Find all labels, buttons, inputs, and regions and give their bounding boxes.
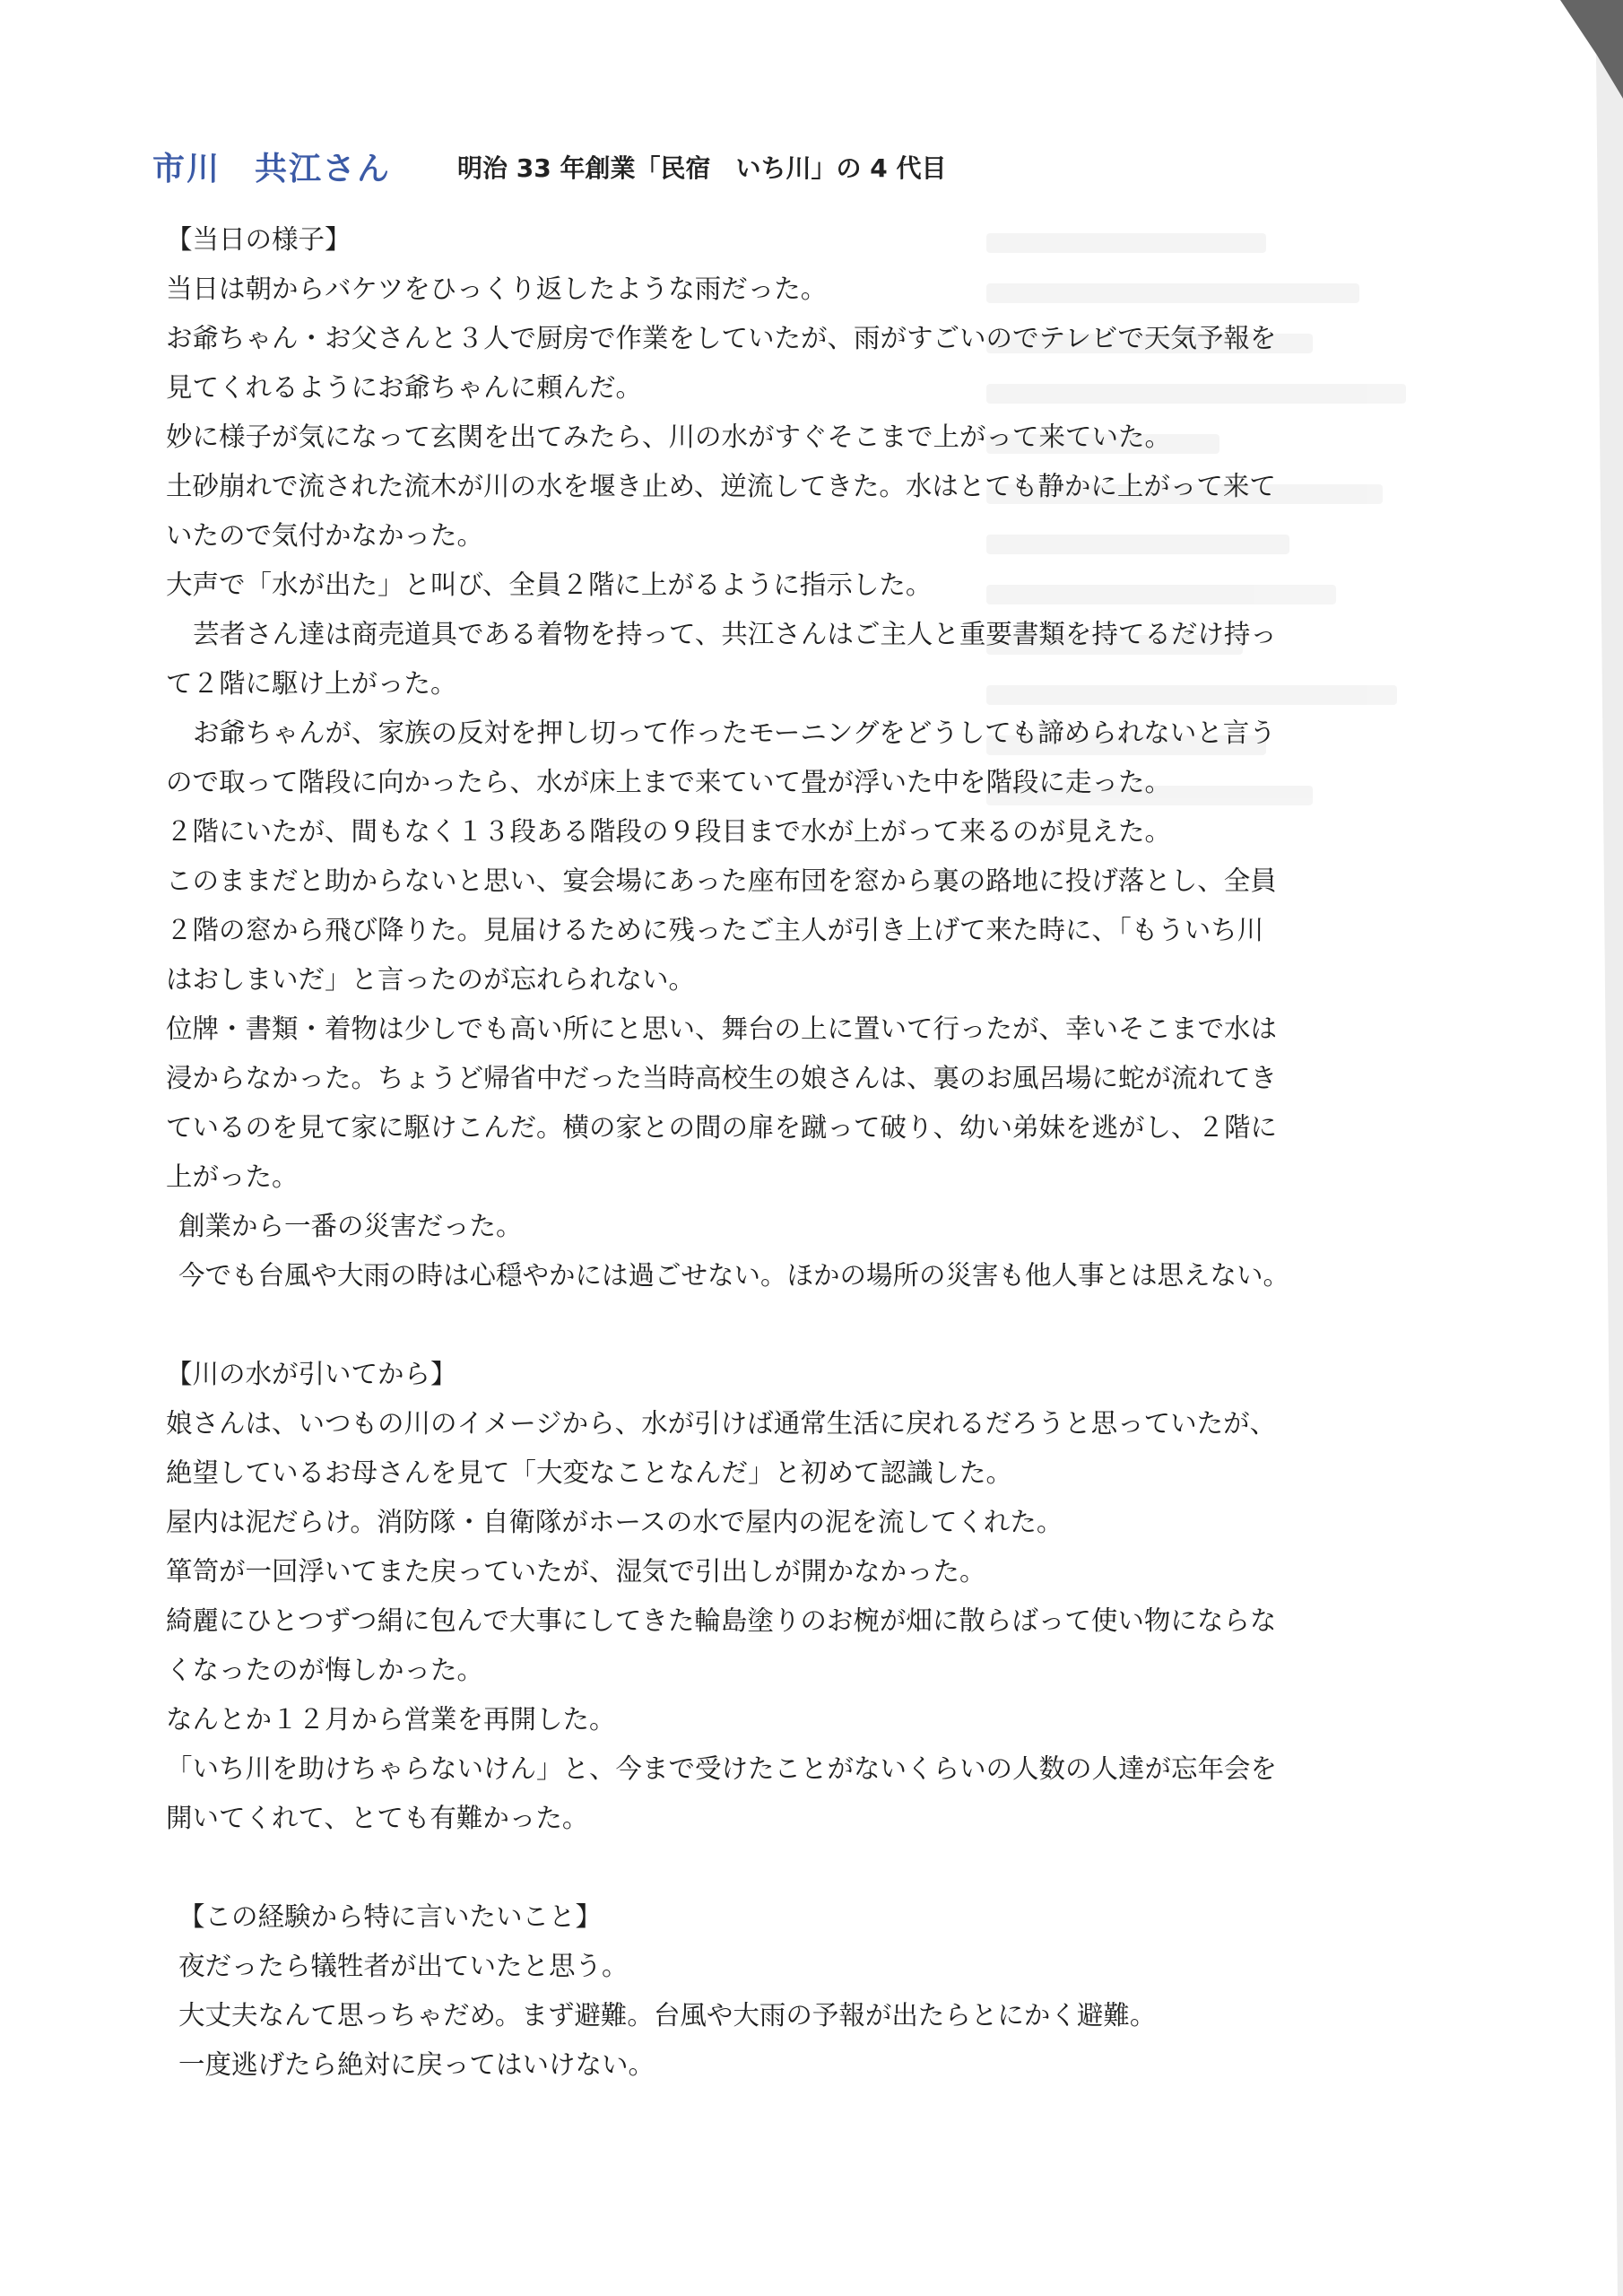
text-line: くなったのが悔しかった。 <box>166 1655 484 1685</box>
text-line: 土砂崩れで流された流木が川の水を堰き止め、逆流してきた。水はとても静かに上がって来て <box>166 471 1276 501</box>
text-line: いたので気付かなかった。 <box>166 520 484 551</box>
text-line: 開いてくれて、とても有難かった。 <box>166 1803 589 1833</box>
text-line: 上がった。 <box>166 1161 299 1192</box>
text-line: 屋内は泥だらけ。消防隊・自衛隊がホースの水で屋内の泥を流してくれた。 <box>166 1507 1063 1537</box>
page-edge-shadow <box>1524 0 1623 2296</box>
text-line: 大丈夫なんて思っちゃだめ。まず避難。台風や大雨の予報が出たらとにかく避難。 <box>178 2000 1157 2031</box>
text-line: なんとか１２月から営業を再開した。 <box>166 1704 616 1735</box>
document-header <box>152 144 1497 197</box>
text-line: 今でも台風や大雨の時は心穏やかには過ごせない。ほかの場所の災害も他人事とは思えない。 <box>178 1260 1290 1291</box>
text-line: 「いち川を助けちゃらないけん」と、今まで受けたことがないくらいの人数の人達が忘年会を <box>166 1753 1278 1784</box>
text-line: 見てくれるようにお爺ちゃんに頼んだ。 <box>166 372 643 403</box>
text-line: ので取って階段に向かったら、水が床上まで来ていて畳が浮いた中を階段に走った。 <box>166 767 1172 797</box>
blank-line <box>166 1843 1475 1892</box>
text-line: 妙に様子が気になって玄関を出てみたら、川の水がすぐそこまで上がって来ていた。 <box>166 422 1172 452</box>
person-name: 市川 共江さん <box>152 151 392 187</box>
blank-line <box>166 1300 1475 1350</box>
text-line: ２階にいたが、間もなく１３段ある階段の９段目まで水が上がって来るのが見えた。 <box>166 816 1172 847</box>
section-heading: 【この経験から特に言いたいこと】 <box>178 1901 603 1932</box>
text-line: 位牌・書類・着物は少しでも高い所にと思い、舞台の上に置いて行ったが、幸いそこまで水は <box>166 1013 1278 1044</box>
section-heading: 【川の水が引いてから】 <box>166 1359 457 1389</box>
text-line: 箪笥が一回浮いてまた戻っていたが、湿気で引出しが開かなかった。 <box>166 1556 986 1587</box>
text-line: 創業から一番の災害だった。 <box>178 1211 523 1241</box>
person-description: 明治 33 年創業「民宿 いち川」の 4 代目 <box>457 153 947 183</box>
text-line: 綺麗にひとつずつ絹に包んで大事にしてきた輪島塗りのお椀が畑に散らばって使い物にならな <box>166 1605 1277 1636</box>
text-line: ２階の窓から飛び降りた。見届けるために残ったご主人が引き上げて来た時に、「もういち川 <box>166 915 1264 945</box>
text-line: 当日は朝からバケツをひっくり返したような雨だった。 <box>166 274 828 304</box>
interview-body <box>166 215 1475 2090</box>
text-line: 娘さんは、いつもの川のイメージから、水が引けば通常生活に戻れるだろうと思っていたが、 <box>166 1408 1277 1439</box>
text-line: お爺ちゃん・お父さんと３人で厨房で作業をしていたが、雨がすごいのでテレビで天気予報を <box>166 323 1277 353</box>
text-line: 浸からなかった。ちょうど帰省中だった当時高校生の娘さんは、裏のお風呂場に蛇が流れてき <box>166 1063 1278 1093</box>
text-line: 大声で「水が出た」と叫び、全員２階に上がるように指示した。 <box>166 570 933 600</box>
text-line: このままだと助からないと思い、宴会場にあった座布団を窓から裏の路地に投げ落とし、全員 <box>166 865 1277 896</box>
text-line: 夜だったら犠牲者が出ていたと思う。 <box>178 1951 629 1981</box>
text-line: て２階に駆け上がった。 <box>166 668 457 699</box>
text-line: ているのを見て家に駆けこんだ。横の家との間の扉を蹴って破り、幼い弟妹を逃がし、２階に <box>166 1112 1278 1143</box>
text-line: お爺ちゃんが、家族の反対を押し切って作ったモーニングをどうしても諦められないと言う <box>193 718 1276 748</box>
section-heading: 【当日の様子】 <box>166 224 352 255</box>
text-line: 芸者さん達は商売道具である着物を持って、共江さんはご主人と重要書類を持てるだけ持っ <box>193 619 1277 649</box>
text-line: はおしまいだ」と言ったのが忘れられない。 <box>166 964 696 995</box>
text-line: 一度逃げたら絶対に戻ってはいけない。 <box>178 2049 655 2080</box>
text-line: 絶望しているお母さんを見て「大変なことなんだ」と初めて認識した。 <box>166 1457 1013 1488</box>
